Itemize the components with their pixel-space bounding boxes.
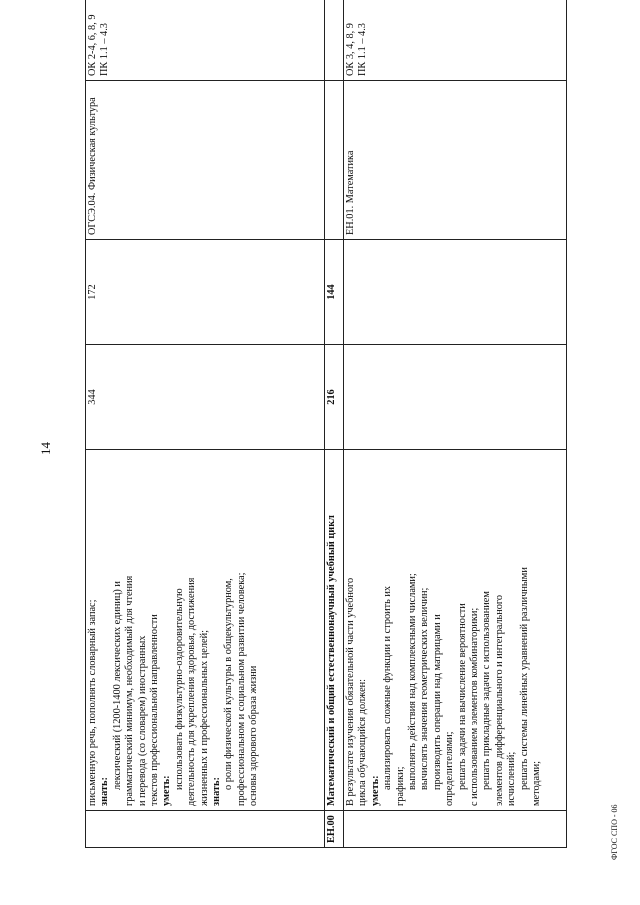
- discipline-cell: ОГСЭ.04. Физическая культура: [86, 81, 325, 240]
- text-line: жизненных и профессиональных целей;: [198, 630, 210, 806]
- index-cell: [344, 811, 567, 848]
- text-line: лексический (1200-1400 лексических единиц) и: [111, 581, 123, 790]
- table-row: [325, 0, 344, 848]
- competences-cell: [325, 0, 344, 81]
- competence-code: ПК 1.1 – 4.3: [357, 23, 369, 76]
- text-line: уметь:: [369, 775, 381, 806]
- text-line: элементов дифференциального и интегрального: [493, 594, 505, 806]
- page-number: 14: [38, 442, 53, 455]
- footer-code: ФГОС СПО - 06: [610, 804, 619, 860]
- aud-hours-cell: 144: [325, 240, 344, 345]
- text-line: вычислять значения геометрических величин;: [419, 587, 431, 790]
- text-line: использовать физкультурно-оздоровительную: [173, 588, 185, 790]
- competence-code: ОК 2-4, 6, 8, 9: [87, 14, 98, 76]
- text-line: производить операции над матрицами и: [431, 614, 443, 790]
- text-line: цикла обучающийся должен:: [357, 678, 369, 806]
- max-hours-cell: 216: [325, 345, 344, 450]
- text-line: о роли физической культуры в общекультурном,: [223, 578, 235, 790]
- text-line: уметь:: [161, 775, 173, 806]
- curriculum-table-rotated: [85, 14, 567, 848]
- text-line: исчислений;: [506, 751, 518, 806]
- curriculum-table: [85, 0, 567, 848]
- text-line: В результате изучения обязательной части учебного: [345, 577, 356, 806]
- text-line: и перевода (со словарем) иностранных: [136, 635, 148, 806]
- table-row: [86, 0, 325, 848]
- text-line: текстов профессиональной направленности: [149, 614, 161, 806]
- competences-cell: [86, 0, 325, 81]
- table-row: [344, 0, 567, 848]
- text-line: решать задачи на вычисление вероятности: [456, 603, 468, 790]
- text-line: графики;: [394, 766, 406, 806]
- max-hours-cell: [344, 345, 567, 450]
- cycle-title-cell: Математический и общий естественнонаучный учебный цикл: [325, 450, 344, 811]
- text-line: решать прикладные задачи с использованием: [481, 591, 493, 790]
- text-line: знать:: [99, 777, 111, 806]
- text-line: выполнять действия над комплексными числами;: [407, 573, 419, 790]
- text-line: определителями;: [444, 731, 456, 806]
- text-line: письменную речь, пополнять словарный запас;: [87, 599, 98, 806]
- discipline-cell: ЕН.01. Математика: [344, 81, 567, 240]
- text-line: грамматический минимум, необходимый для чтения: [124, 575, 136, 806]
- text-line: методами;: [531, 761, 543, 806]
- max-hours-cell: 344: [86, 345, 325, 450]
- index-cell: [86, 811, 325, 848]
- text-line: анализировать сложные функции и строить их: [382, 585, 394, 790]
- competence-code: ПК 1.1 – 4.3: [99, 23, 111, 76]
- text-line: знать:: [211, 777, 223, 806]
- competence-code: ОК 3, 4, 8, 9: [345, 23, 356, 76]
- text-line: основы здорового образа жизни: [248, 665, 260, 806]
- text-line: с использованием элементов комбинаторики;: [469, 607, 481, 806]
- requirements-cell: [344, 450, 567, 811]
- requirements-cell: [86, 450, 325, 811]
- competences-cell: [344, 0, 567, 81]
- aud-hours-cell: 172: [86, 240, 325, 345]
- aud-hours-cell: [344, 240, 567, 345]
- text-line: профессиональном и социальном развитии человека;: [235, 572, 247, 806]
- index-cell: ЕН.00: [325, 811, 344, 848]
- text-line: деятельность для укрепления здоровья, достижения: [186, 577, 198, 806]
- text-line: решать системы линейных уравнений различными: [518, 567, 530, 790]
- discipline-cell: [325, 81, 344, 240]
